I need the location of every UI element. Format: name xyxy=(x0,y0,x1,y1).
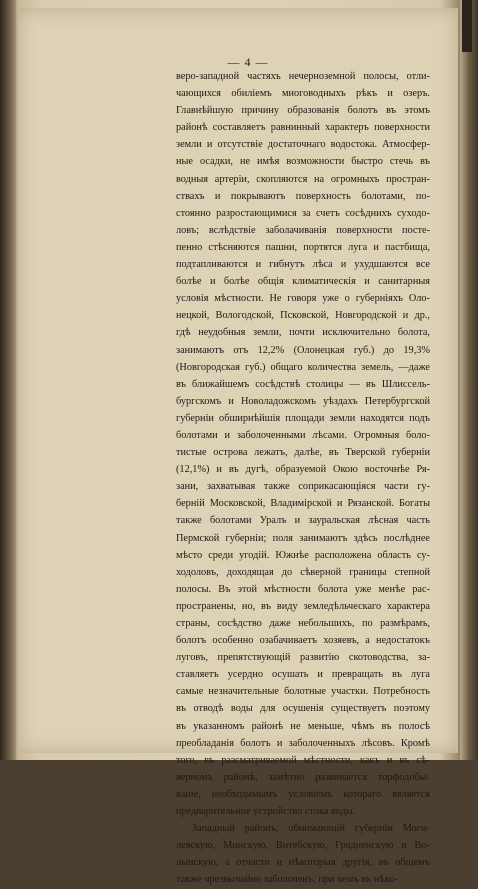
text-line: въ ближайшемъ сосѣдствѣ столицы — въ Шлиссель- xyxy=(176,378,430,390)
text-line: того, въ разсматриваемой мѣстности, какъ и въ сѣ- xyxy=(176,754,430,766)
text-line: Западный районъ, обнимающій губерніи Моги- xyxy=(192,823,430,835)
text-line: занимаютъ отъ 12,2% (Олонецкая губ.) до 19,3% xyxy=(176,344,430,356)
text-line: луговъ, препятствующій развитію скотоводства, за- xyxy=(176,652,430,664)
text-line: берній Московской, Владимірской и Рязанской. Богаты xyxy=(176,498,430,510)
text-line: веро-западной частяхъ нечерноземной полосы, отли- xyxy=(176,71,430,82)
text-line: гдѣ неудобныя земли, почти исключительно болота, xyxy=(176,327,430,339)
book-spine xyxy=(0,0,16,760)
text-line: ствахъ и покрываютъ поверхность болотами, по- xyxy=(176,190,430,202)
text-line: (Новгородская губ.) общаго количества земель, —даже xyxy=(176,361,430,373)
text-line: мѣсто среди угодій. Южнѣе расположена область су- xyxy=(176,549,430,561)
text-line: Главнѣйшую причину образованія болотъ въ этомъ xyxy=(176,105,430,117)
text-line: болотами и заболоченными лѣсами. Огромныя боло- xyxy=(176,429,430,441)
text-line: также чрезвычайно заболоченъ, при чемъ въ нѣко- xyxy=(176,874,398,886)
text-line: ваніе, необходимымъ условіемъ котораго является xyxy=(176,788,430,800)
text-line: ходоловъ, доходящая до сѣверной границы степной xyxy=(176,566,430,578)
text-line: нецкой, Вологодской, Псковской, Новгородской и др., xyxy=(176,310,430,322)
text-line: также болотами Уралъ и зауральская лѣсная часть xyxy=(176,515,430,527)
text-line: тистые острова лежатъ, далѣе, въ Тверской губерніи xyxy=(176,447,430,459)
text-line: стоянно разростающимися за счетъ сосѣднихъ суходо- xyxy=(176,207,430,219)
text-line: левскую, Минскую, Витебскую, Гродненскую и Во- xyxy=(176,840,430,852)
text-line: зани, захватывая также соприкасающіяся части гу- xyxy=(176,481,430,493)
text-line: чающихся обиліемъ многоводныхъ рѣкъ и озеръ. xyxy=(176,88,430,100)
text-line: въ отводѣ воды для осушенія существуетъ поэтому xyxy=(176,703,430,715)
text-line: земли и отсутствіе достаточнаго водостока. Атмосфер- xyxy=(176,139,430,151)
text-line: Пермской губерніи; поля занимаютъ здѣсь послѣднее xyxy=(176,532,430,544)
text-line: бургскомъ и Новоладожскомъ уѣздахъ Петербургской xyxy=(176,395,430,407)
text-line: районѣ составляетъ равнинный характеръ поверхности xyxy=(176,122,430,134)
text-line: водныя артеріи, скопляются на огромныхъ простран- xyxy=(176,173,430,185)
text-line: преобладанія болотъ и заболоченныхъ лѣсовъ. Кромѣ xyxy=(176,737,430,749)
page-edge-right xyxy=(460,0,478,760)
text-line: верномъ районѣ, замѣтно развивается торфодобы- xyxy=(176,771,430,783)
text-line: условія мѣстности. Не говоря уже о губерніяхъ Оло- xyxy=(176,293,430,305)
text-line: губерніи обширнѣйшія площади земли находятся подъ xyxy=(176,412,430,424)
text-line: предварительное устройство стока воды. xyxy=(176,806,356,818)
text-line: ные осадки, не имѣя возможности быстро стечь въ xyxy=(176,156,430,168)
text-line: самые незначительные болотные участки. Потребность xyxy=(176,686,430,698)
text-line: болотъ особенно озабачиваетъ хозяевъ, а недостатокъ xyxy=(176,635,430,647)
bookmark-tab xyxy=(462,0,472,52)
text-line: въ указанномъ районѣ не меньше, чѣмъ въ полосѣ xyxy=(176,720,430,732)
text-line: полосы. Въ этой мѣстности болота уже менѣе рас- xyxy=(176,583,430,595)
text-line: болѣе и болѣе общія климатическія и санитарныя xyxy=(176,276,430,288)
text-line: пенно стѣсняются пашни, портятся луга и пастбища, xyxy=(176,241,430,253)
body-text xyxy=(176,68,430,889)
text-line: лынскую, а отчасти и нѣкоторыя другія, въ общемъ xyxy=(176,857,430,869)
page-number: — 4 — xyxy=(227,55,269,69)
text-line: (12,1%) и въ дугѣ, образуемой Окою восточнѣе Ря- xyxy=(176,464,430,476)
text-line: подтапливаются и гибнутъ лѣса и ухудшаются все xyxy=(176,259,430,271)
text-line: пространены, но, въ виду земледѣльческаго характера xyxy=(176,600,430,612)
text-line: ставляетъ усердно осушать и превращать въ луга xyxy=(176,669,430,681)
text-line: ловъ; вслѣдствіе заболачиванія поверхности посте- xyxy=(176,224,430,236)
text-line: страны, сосѣдство даже небольшихъ, по размѣрамъ, xyxy=(176,618,430,629)
